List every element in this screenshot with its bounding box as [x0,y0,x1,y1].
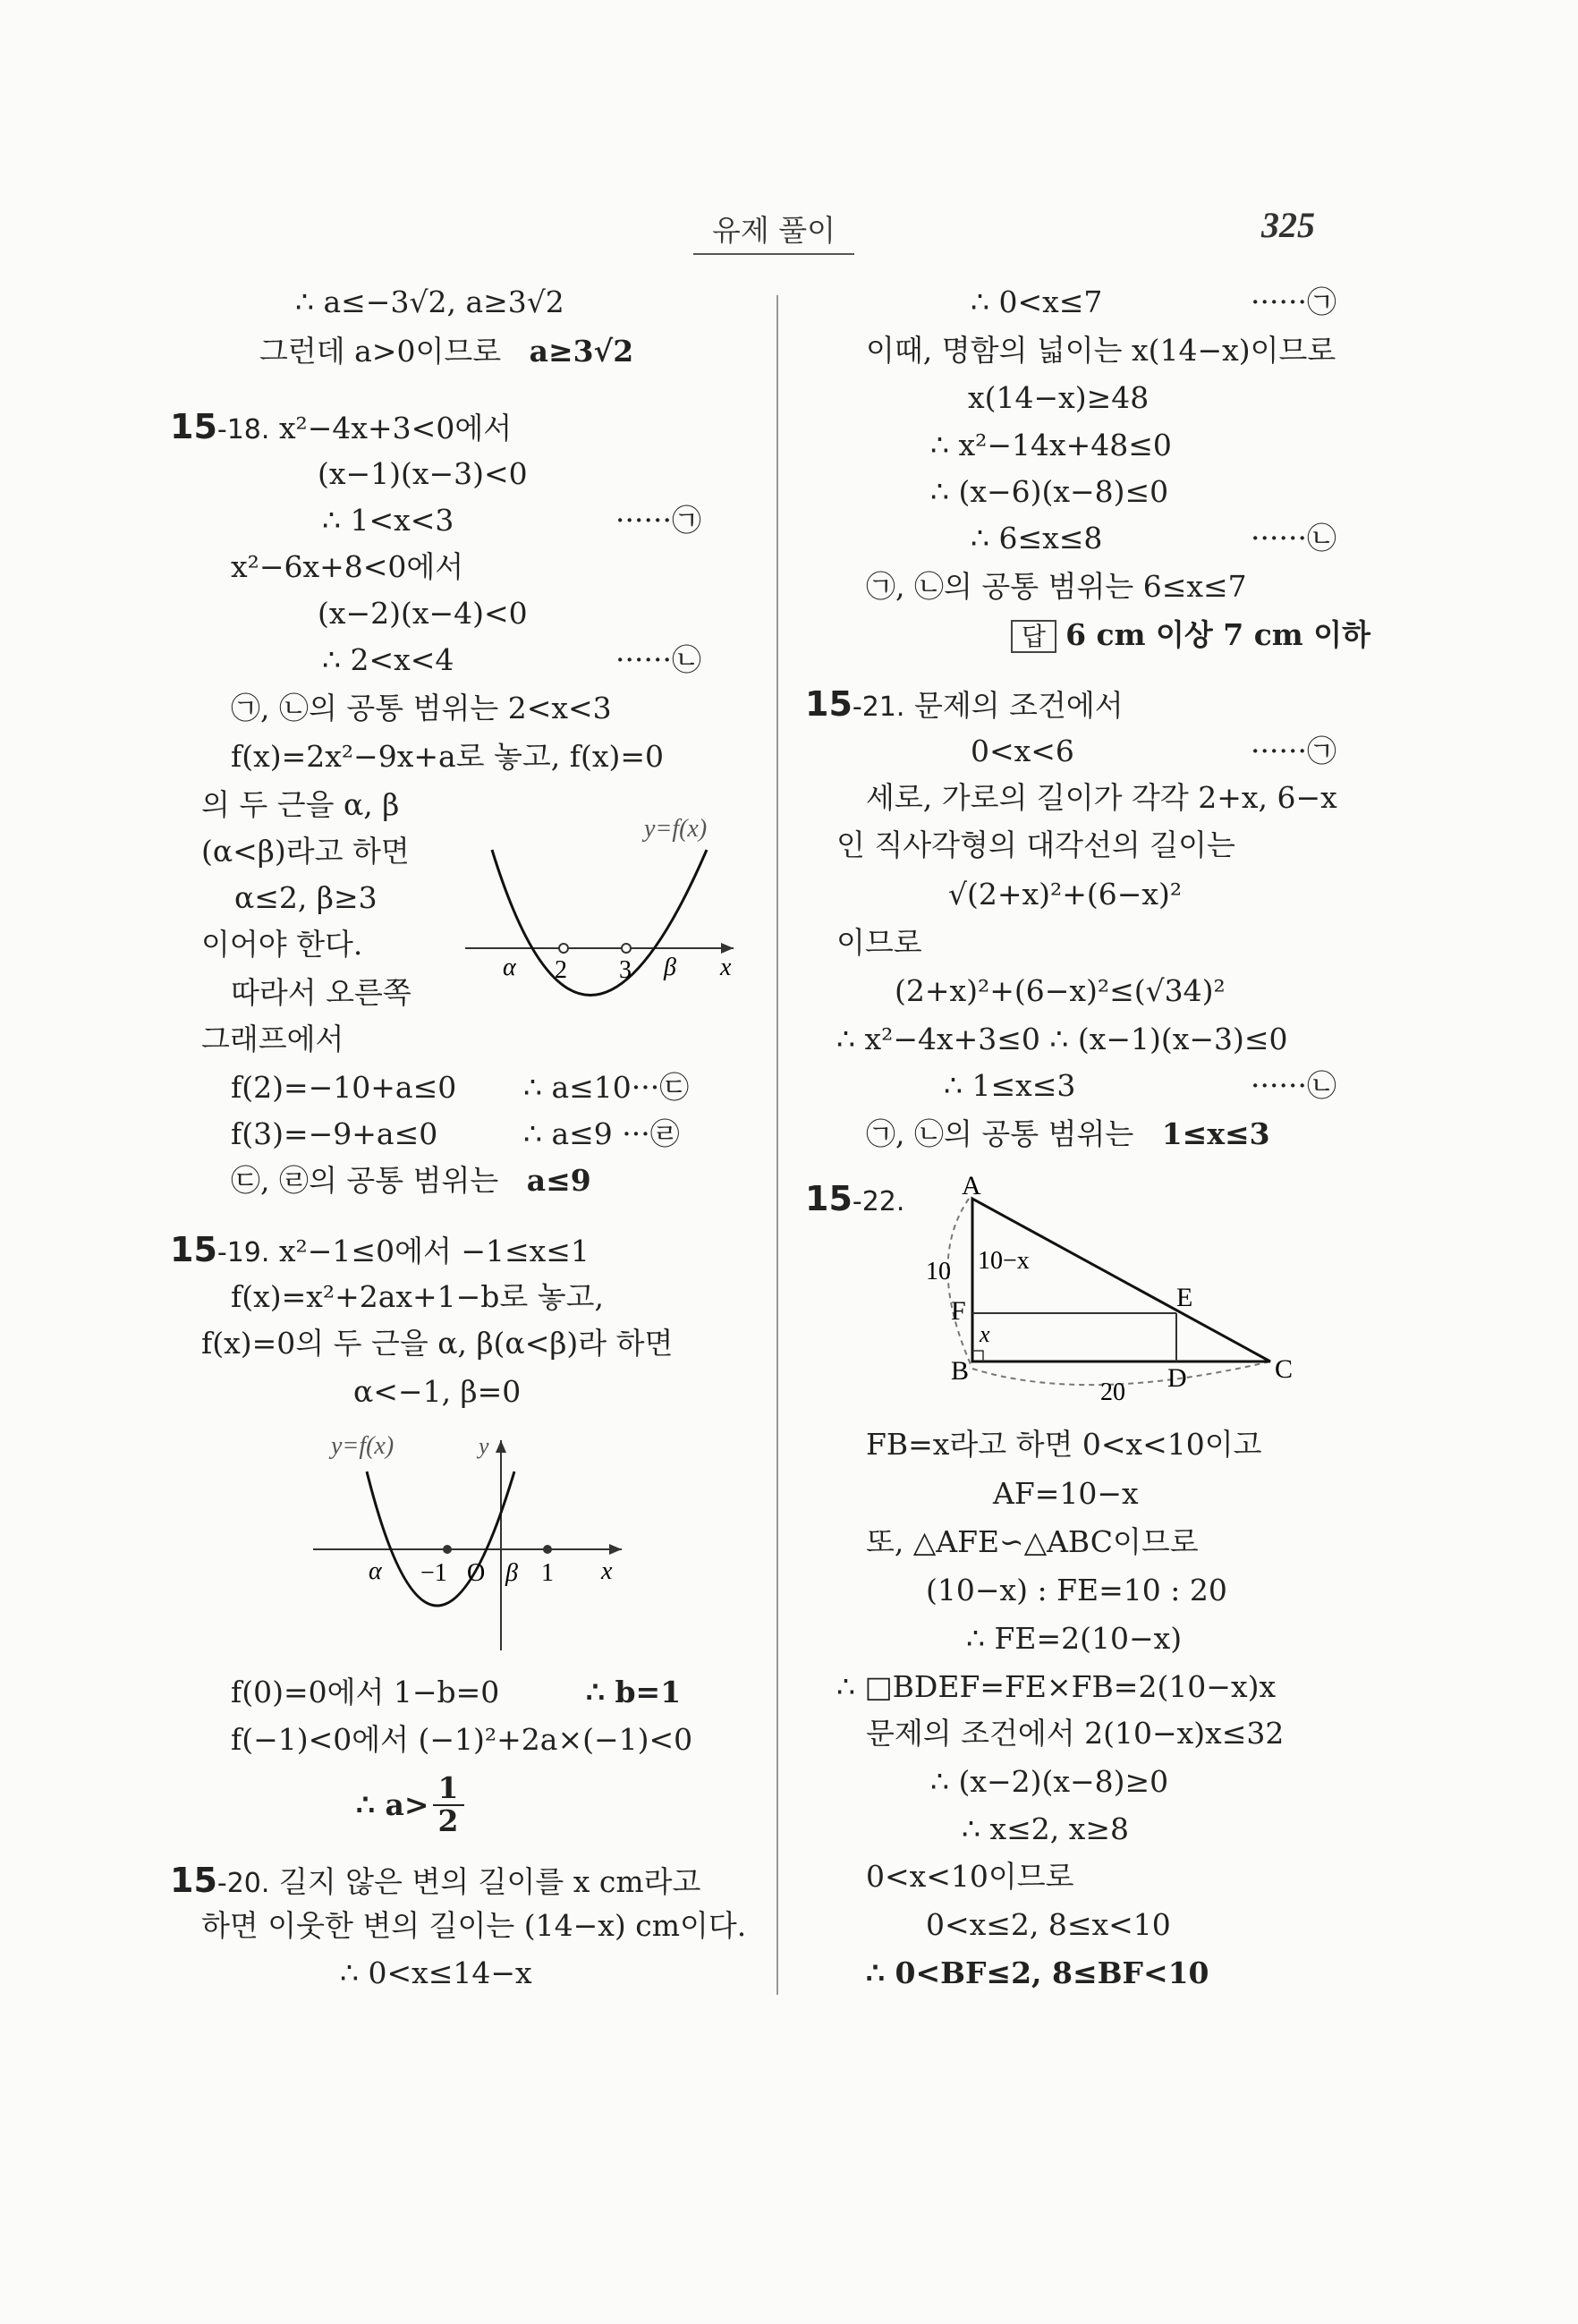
line: 이므로 [836,925,922,960]
line: x²−6x+8<0에서 [231,549,464,584]
line: ∴ 6≤x≤8 [971,521,1103,556]
line: f(x)=0의 두 근을 α, β(α<β)라 하면 [201,1326,674,1361]
line: 따라서 오른쪽 [231,975,411,1010]
line: f(0)=0에서 1−b=0 [231,1675,500,1709]
line: (2+x)²+(6−x)²≤(√34)² [895,973,1226,1008]
line: (α<β)라고 하면 [201,834,410,869]
column-divider [776,295,778,1995]
line: 0<x<6 [971,734,1074,768]
fraction-answer: ∴ a> $\frac{1}{2}$ [356,1773,464,1836]
denominator: 2 [433,1804,464,1837]
line: f(−1)<0에서 (−1)²+2a×(−1)<0 [231,1722,693,1757]
marker: ······㉡ [1251,521,1336,556]
line: ∴ □BDEF=FE×FB=2(10−x)x [836,1669,1277,1704]
problem-15-19: 15-19. x²−1≤0에서 −1≤x≤1 [170,1230,590,1269]
line: ㉠, ㉡의 공통 범위는 2<x<3 [231,691,612,725]
label-10: 10 [926,1258,951,1285]
problem-15-21: 15-21. 문제의 조건에서 [805,684,1124,724]
vertex-e: E [1176,1283,1193,1312]
brace-10 [947,1199,971,1364]
arrow [609,1544,622,1555]
line: ∴ x≤2, x≥8 [962,1811,1129,1846]
parabola-graph-2 [313,1427,635,1659]
vertex-f: F [951,1296,966,1326]
line: 0<x≤2, 8≤x<10 [926,1907,1171,1942]
answer: ∴ b=1 [586,1675,682,1709]
tick-3: 3 [619,956,632,984]
line: ∴ (x−6)(x−8)≤0 [930,474,1169,509]
line: f(3)=−9+a≤0 [231,1116,438,1151]
answer-line: 답 6 cm 이상 7 cm 이하 [1011,617,1370,653]
beta-label: β [505,1559,518,1587]
numerator: 1 [437,1770,459,1805]
line: 문제의 조건에서 2(10−x)x≤32 [866,1716,1285,1751]
vertex-a: A [962,1172,981,1200]
line: ∴ x²−14x+48≤0 [930,428,1172,462]
line: ∴ x²−4x+3≤0 ∴ (x−1)(x−3)≤0 [836,1022,1288,1056]
line: ㉠, ㉡의 공통 범위는 1≤x≤3 [866,1116,1270,1151]
point-minus-1 [443,1545,452,1554]
line: ㉠, ㉡의 공통 범위는 6≤x≤7 [866,569,1247,604]
alpha-label: α [503,954,516,981]
line: (10−x) : FE=10 : 20 [926,1573,1227,1607]
line: 그래프에서 [201,1022,344,1056]
line: ∴ 0<x≤7 [971,284,1103,319]
point-2 [559,944,568,953]
line: 또, △AFE∽△ABC이므로 [866,1524,1199,1559]
line: (x−2)(x−4)<0 [318,596,528,631]
line: ∴ a≤10···㉢ [523,1070,690,1105]
line: ∴ (x−2)(x−8)≥0 [930,1764,1169,1799]
marker: ······㉡ [1251,1068,1336,1103]
y-label: y [479,1433,489,1459]
label-x: x [980,1321,990,1347]
problem-15-18: 15-18. x²−4x+3<0에서 [170,407,513,446]
line: α<−1, β=0 [353,1374,522,1409]
label-10-minus-x: 10−x [978,1247,1030,1275]
vertex-d: D [1167,1363,1187,1393]
vertex-b: B [951,1356,970,1386]
line: ∴ 2<x<4 [322,642,454,677]
x-label: x [720,954,732,981]
triangle-figure [908,1172,1311,1413]
right-angle-mark [972,1351,983,1361]
page-header-title: 유제 풀이 [693,208,854,255]
answer: a≥3√2 [529,334,634,369]
line: FB=x라고 하면 0<x<10이고 [866,1427,1262,1462]
triangle-abc [972,1199,1270,1361]
line: 이때, 명함의 넓이는 x(14−x)이므로 [866,333,1336,368]
line: f(x)=2x²−9x+a로 놓고, f(x)=0 [231,739,664,774]
vertex-c: C [1275,1354,1294,1384]
label-20: 20 [1100,1378,1125,1406]
line: α≤2, β≥3 [234,880,378,915]
curve-label: y=f(x) [331,1432,394,1460]
line: ∴ 1<x<3 [322,503,454,538]
line: ∴ a≤9 ···㉣ [523,1116,680,1151]
arrow [496,1440,506,1453]
line: 하면 이웃한 변의 길이는 (14−x) cm이다. [201,1908,747,1943]
line: 인 직사각형의 대각선의 길이는 [836,827,1235,862]
page-number: 325 [1261,205,1315,245]
line: ∴ a≤−3√2, a≥3√2 [295,284,564,319]
answer: ∴ 0<BF≤2, 8≤BF<10 [866,1955,1209,1990]
answer-box: 답 [1011,620,1056,653]
line: 의 두 근을 α, β [201,787,400,822]
beta-label: β [664,954,676,981]
answer: a≤9 [526,1163,591,1198]
problem-15-20: 15-20. 길지 않은 변의 길이를 x cm라고 [170,1861,701,1900]
marker: ······㉠ [615,503,701,538]
marker: ······㉠ [1251,284,1336,319]
marker: ······㉠ [1251,734,1336,768]
line: 이어야 한다. [201,927,363,962]
line: 0<x<10이므로 [866,1859,1074,1894]
line: √(2+x)²+(6−x)² [948,877,1183,912]
alpha-label: α [369,1557,382,1585]
point-1 [543,1545,552,1554]
tick-minus-1: −1 [420,1559,447,1587]
line: x(14−x)≥48 [968,380,1150,415]
line: ∴ 0<x≤14−x [340,1955,532,1990]
marker: ······㉡ [615,642,701,677]
origin-label: O [467,1559,486,1587]
point-3 [622,944,631,953]
line: 그런데 a>0이므로 a≥3√2 [259,334,634,369]
tick-1: 1 [541,1559,554,1587]
line: ∴ FE=2(10−x) [966,1621,1183,1656]
answer: 1≤x≤3 [1161,1116,1270,1151]
problem-15-22: 15-22. [805,1179,905,1218]
line: f(2)=−10+a≤0 [231,1070,457,1105]
line: ∴ 1≤x≤3 [944,1068,1076,1103]
line: ㉢, ㉣의 공통 범위는 a≤9 [231,1163,591,1198]
line: (x−1)(x−3)<0 [318,456,528,491]
line: f(x)=x²+2ax+1−b로 놓고, [231,1279,605,1314]
tick-2: 2 [555,956,567,984]
line: AF=10−x [993,1476,1139,1511]
line: 세로, 가로의 길이가 각각 2+x, 6−x [866,780,1337,815]
arrow [721,943,734,954]
parabola-graph-1 [465,810,760,1033]
x-label: x [601,1557,613,1585]
curve-label: y=f(x) [644,815,708,843]
